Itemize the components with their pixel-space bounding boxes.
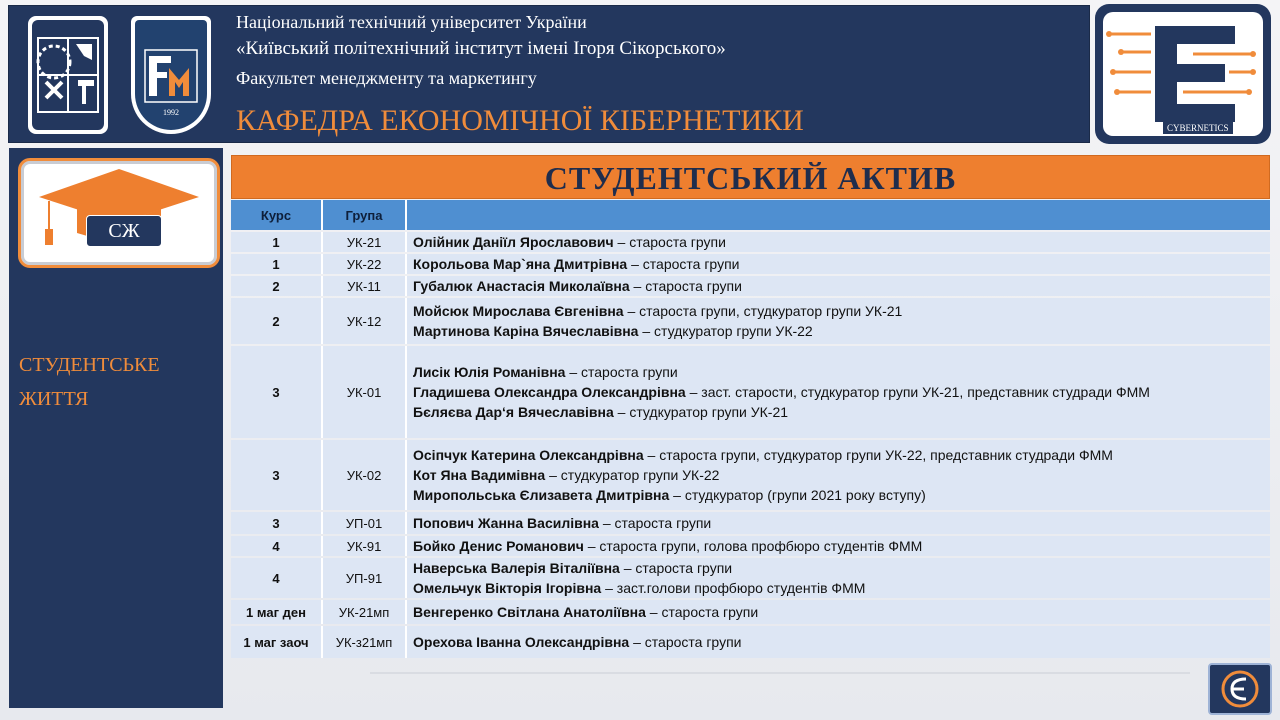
person-role: – староста групи xyxy=(598,515,712,531)
column-header-group: Група xyxy=(323,200,407,230)
person-entry xyxy=(413,276,1264,296)
table-header-row xyxy=(231,200,1270,230)
table-body xyxy=(231,232,1270,658)
person-name: Лисік Юлія Романівна xyxy=(413,364,566,380)
table-row xyxy=(231,346,1270,438)
header-bar xyxy=(9,6,1089,142)
person-entry xyxy=(413,382,1264,402)
cell-course: 1 маг ден xyxy=(231,600,323,624)
person-name: Бойко Денис Романович xyxy=(413,538,584,554)
cell-course: 1 маг заоч xyxy=(231,626,323,658)
person-role: – студкуратор групи УК-22 xyxy=(545,467,720,483)
person-entry xyxy=(413,362,1264,382)
person-entry xyxy=(413,402,1264,422)
person-entry xyxy=(413,301,1264,321)
person-entry xyxy=(413,558,1264,578)
table-row xyxy=(231,298,1270,344)
cell-course: 1 xyxy=(231,254,323,274)
person-role: – староста групи xyxy=(629,634,742,650)
person-role: – староста групи xyxy=(565,364,678,380)
cell-group: УК-22 xyxy=(323,254,407,274)
fmm-logo-year: 1992 xyxy=(163,108,179,117)
cell-course: 4 xyxy=(231,558,323,598)
person-name: Мойсюк Мирослава Євгенівна xyxy=(413,303,624,319)
cell-people xyxy=(407,254,1270,274)
graduation-cap-icon xyxy=(21,161,217,265)
person-role: – заст.голови профбюро студентів ФММ xyxy=(601,580,866,596)
cell-group: УП-91 xyxy=(323,558,407,598)
kpi-university-logo xyxy=(28,16,108,134)
person-name: Корольова Мар`яна Дмитрівна xyxy=(413,256,628,272)
person-entry xyxy=(413,445,1264,465)
person-entry xyxy=(413,232,1264,252)
cell-people xyxy=(407,600,1270,624)
cell-group: УК-з21мп xyxy=(323,626,407,658)
student-activists-table xyxy=(231,198,1270,660)
person-name: Губалюк Анастасія Миколаївна xyxy=(413,278,630,294)
table-row xyxy=(231,232,1270,252)
person-role: – студкуратор групи УК-22 xyxy=(638,323,813,339)
table-row xyxy=(231,626,1270,658)
person-name: Олійник Даніїл Ярославович xyxy=(413,234,614,250)
person-name: Миропольська Єлизавета Дмитрівна xyxy=(413,487,670,503)
cell-course: 1 xyxy=(231,232,323,252)
cell-group: УК-91 xyxy=(323,536,407,556)
column-header-people xyxy=(407,200,1270,230)
faculty-name: Факультет менеджменту та маркетингу xyxy=(236,68,537,88)
ec-emblem-icon xyxy=(1210,665,1270,713)
cell-group: УК-12 xyxy=(323,298,407,344)
cell-people xyxy=(407,232,1270,252)
table-row xyxy=(231,558,1270,598)
person-entry xyxy=(413,536,1264,556)
department-title: КАФЕДРА ЕКОНОМІЧНОЇ КІБЕРНЕТИКИ xyxy=(236,104,804,137)
cell-course: 3 xyxy=(231,440,323,510)
cell-people xyxy=(407,512,1270,534)
sidebar xyxy=(9,148,223,708)
page-title: СТУДЕНТСЬКИЙ АКТИВ xyxy=(231,155,1270,199)
cell-people xyxy=(407,276,1270,296)
cell-group: УК-02 xyxy=(323,440,407,510)
cell-group: УК-21 xyxy=(323,232,407,252)
person-entry xyxy=(413,485,1264,505)
person-name: Осіпчук Катерина Олександрівна xyxy=(413,447,644,463)
cell-course: 3 xyxy=(231,346,323,438)
person-entry xyxy=(413,632,1264,652)
cell-people xyxy=(407,346,1270,438)
person-entry xyxy=(413,513,1264,533)
cell-group: УП-01 xyxy=(323,512,407,534)
person-entry xyxy=(413,321,1264,341)
person-name: Попович Жанна Василівна xyxy=(413,515,599,531)
table-row xyxy=(231,600,1270,624)
person-name: Мартинова Каріна Вячеславівна xyxy=(413,323,639,339)
university-name-line1: Національний технічний університет України xyxy=(236,12,587,32)
person-name: Наверська Валерія Віталіївна xyxy=(413,560,620,576)
corner-logo xyxy=(1208,663,1272,715)
person-entry xyxy=(413,465,1264,485)
person-role: – студкуратор (групи 2021 року вступу) xyxy=(669,487,926,503)
table-row xyxy=(231,512,1270,534)
student-life-badge: СЖ xyxy=(86,215,162,247)
person-entry xyxy=(413,254,1264,274)
cell-people xyxy=(407,298,1270,344)
cell-course: 3 xyxy=(231,512,323,534)
person-entry xyxy=(413,602,1264,622)
table-row xyxy=(231,254,1270,274)
sidebar-title-line1: СТУДЕНТСЬКЕ xyxy=(19,354,160,376)
cell-people xyxy=(407,536,1270,556)
university-name-line2: «Київський політехнічний інститут імені Ігоря Сікорського» xyxy=(236,38,726,59)
circuit-e-icon xyxy=(1103,12,1263,136)
person-role: – староста групи xyxy=(629,278,742,294)
cell-people xyxy=(407,440,1270,510)
person-role: – староста групи, голова профбюро студентів ФММ xyxy=(583,538,923,554)
person-role: – староста групи, студкуратор групи УК-22, представник студради ФММ xyxy=(643,447,1113,463)
sidebar-title-line2: ЖИТТЯ xyxy=(19,388,89,410)
person-role: – староста групи xyxy=(645,604,759,620)
person-role: – староста групи xyxy=(619,560,733,576)
cell-group: УК-21мп xyxy=(323,600,407,624)
person-role: – староста групи xyxy=(613,234,726,250)
cybernetics-logo-text: CYBERNETICS xyxy=(1163,122,1233,134)
cell-people xyxy=(407,558,1270,598)
table-row xyxy=(231,536,1270,556)
kpi-emblem-icon xyxy=(32,20,104,130)
cybernetics-logo xyxy=(1095,4,1271,144)
cell-group: УК-11 xyxy=(323,276,407,296)
table-row xyxy=(231,440,1270,510)
cell-people xyxy=(407,626,1270,658)
person-entry xyxy=(413,578,1264,598)
person-role: – студкуратор групи УК-21 xyxy=(613,404,789,420)
person-name: Гладишева Олександра Олександрівна xyxy=(413,384,686,400)
cell-course: 4 xyxy=(231,536,323,556)
table-row xyxy=(231,276,1270,296)
cell-course: 2 xyxy=(231,276,323,296)
column-header-course: Курс xyxy=(231,200,323,230)
person-name: Омельчук Вікторія Ігорівна xyxy=(413,580,602,596)
cell-course: 2 xyxy=(231,298,323,344)
person-name: Кот Яна Вадимівна xyxy=(413,467,546,483)
student-life-card[interactable] xyxy=(18,158,220,268)
person-role: – староста групи xyxy=(627,256,740,272)
person-role: – староста групи, студкуратор групи УК-21 xyxy=(623,303,903,319)
person-name: Орехова Іванна Олександрівна xyxy=(413,634,630,650)
person-name: Бєляєва Дар‘я Вячеславівна xyxy=(413,404,614,420)
decorative-line xyxy=(370,672,1190,694)
person-name: Венгеренко Світлана Анатоліївна xyxy=(413,604,646,620)
cell-group: УК-01 xyxy=(323,346,407,438)
person-role: – заст. старости, студкуратор групи УК-21, представник студради ФММ xyxy=(685,384,1150,400)
fmm-faculty-logo xyxy=(131,16,211,134)
